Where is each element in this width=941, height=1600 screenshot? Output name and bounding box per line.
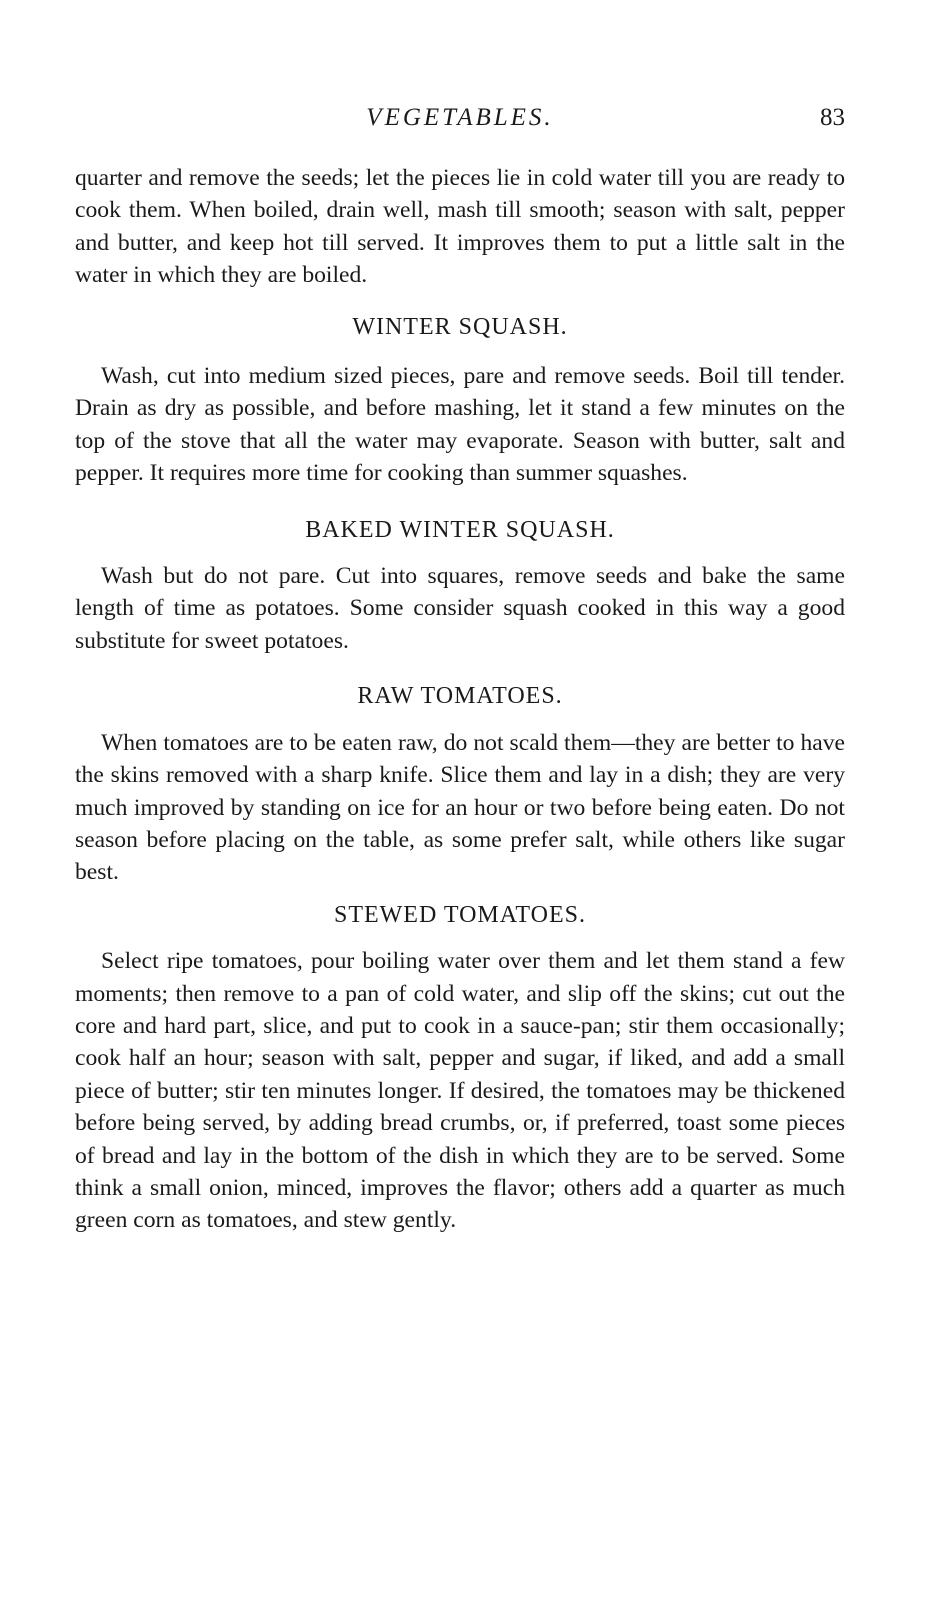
running-head — [75, 104, 845, 140]
heading-stewed-tomatoes: STEWED TOMATOES. — [333, 901, 586, 928]
paragraph-baked-winter-squash: Wash but do not pare. Cut into squares, remove seeds and bake the same length of time as potatoes. Some consider squash cooked in this way a good substitute for sweet potatoes. — [75, 563, 845, 654]
heading-baked-winter-squash: BAKED WINTER SQUASH. — [305, 516, 615, 543]
heading-winter-squash: WINTER SQUASH. — [352, 313, 568, 340]
heading-raw-tomatoes: RAW TOMATOES. — [357, 683, 563, 710]
paragraph-winter-squash: Wash, cut into medium sized pieces, pare and remove seeds. Boil till tender. Drain as dry as possible, and before mashing, let it stand a few minutes on the top of the stove that all the water may evaporate. Season with butter, salt and pepper. It requires more time for cooking than summer squashes. — [75, 363, 845, 487]
paragraph-stewed-tomatoes: Select ripe tomatoes, pour boiling water over them and let them stand a few moments; then remove to a pan of cold water, and slip off the skins; cut out the core and hard part, slice, and put to cook in a sauce-pan; stir them occasionally; cook half an hour; season with salt, pepper and sugar, if liked, and add a small piece of butter; stir ten minutes longer. If desired, the tomatoes may be thickened before being served, by adding bread crumbs, or, if preferred, toast some pieces of bread and lay in the bottom of the dish in which they are to be served. Some think a small onion, minced, improves the flavor; others add a quarter as much green corn as tomatoes, and stew gently. — [75, 948, 845, 1234]
page-number: 83 — [820, 104, 845, 131]
running-title: VEGETABLES. — [366, 104, 554, 131]
paragraph-raw-tomatoes: When tomatoes are to be eaten raw, do not scald them—they are better to have the skins removed with a sharp knife. Slice them and lay in a dish; they are very much improved by standing on ice for an hour or two before being eaten. Do not season before placing on the table, as some prefer salt, while others like sugar best. — [75, 729, 845, 886]
page-body — [75, 162, 845, 1237]
paragraph-continued: quarter and remove the seeds; let the pieces lie in cold water till you are ready to cook them. When boiled, drain well, mash till smooth; season with salt, pepper and butter, and keep hot till served. It improves them to put a little salt in the water in which they are boiled. — [75, 165, 845, 289]
